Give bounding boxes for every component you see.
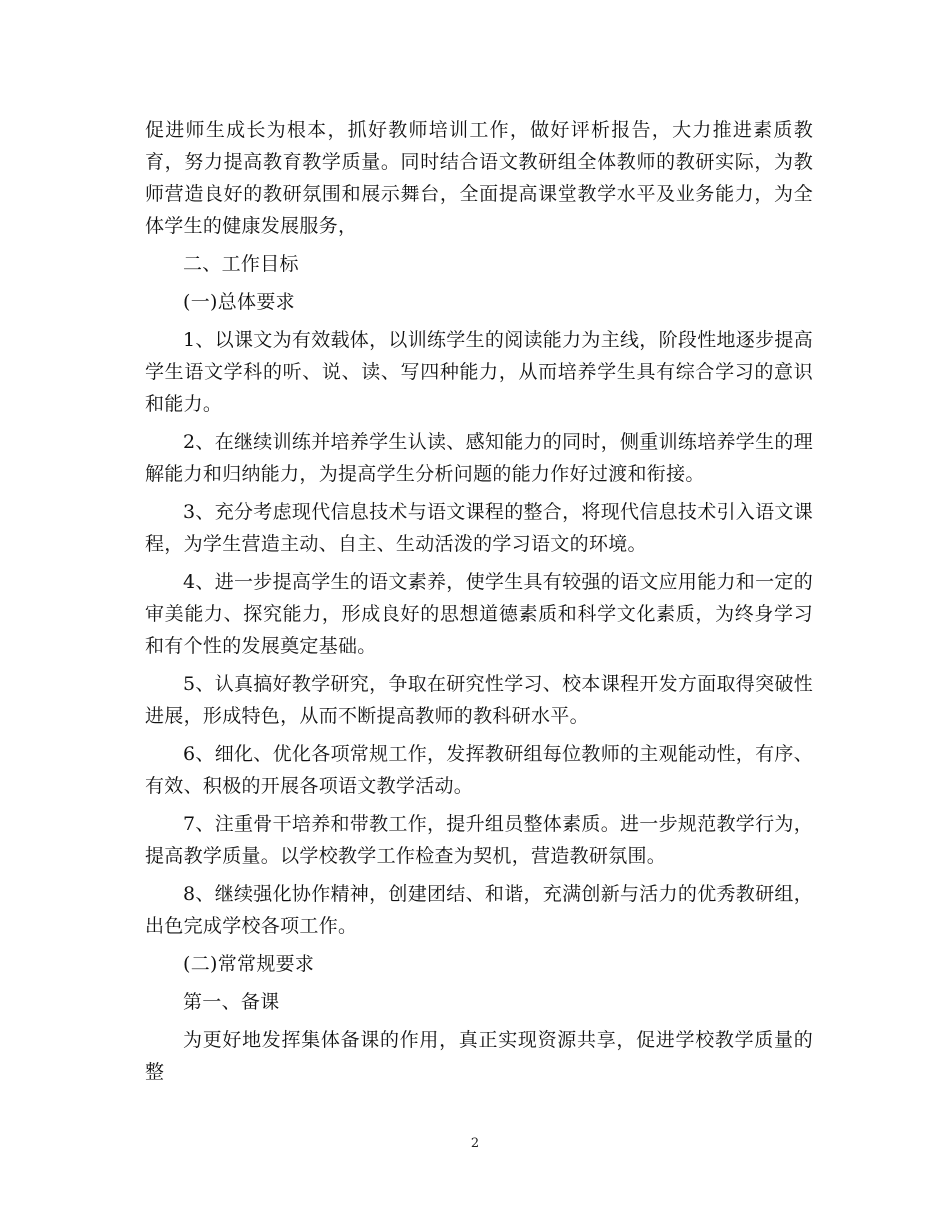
section-heading-work-goals: 二、工作目标 — [183, 253, 299, 275]
page-number: 2 — [470, 1136, 480, 1151]
list-item-goal-4: 4、进一步提高学生的语文素养，使学生具有较强的语文应用能力和一定的审美能力、探究能力，形成良好的思想道德素质和科学文化素质，为终身学习和有个性的发展奠定基础。 — [145, 571, 813, 657]
list-item-goal-1: 1、以课文为有效载体，以训练学生的阅读能力为主线，阶段性地逐步提高学生语文学科的听、说、读、写四种能力，从而培养学生具有综合学习的意识和能力。 — [145, 329, 813, 415]
list-item-goal-7: 7、注重骨干培养和带教工作，提升组员整体素质。进一步规范教学行为，提高教学质量。以学校教学工作检查为契机，营造教研氛围。 — [145, 813, 813, 867]
list-item-goal-5: 5、认真搞好教学研究，争取在研究性学习、校本课程开发方面取得突破性进展，形成特色，从而不断提高教师的教科研水平。 — [145, 673, 813, 727]
list-item-goal-8: 8、继续强化协作精神，创建团结、和谐，充满创新与活力的优秀教研组，出色完成学校各项工作。 — [145, 883, 813, 937]
list-item-goal-2: 2、在继续训练并培养学生认读、感知能力的同时，侧重训练培养学生的理解能力和归纳能力，为提高学生分析问题的能力作好过渡和衔接。 — [145, 431, 813, 485]
subsection-heading-routine-requirements: (二)常常规要求 — [183, 953, 315, 975]
subsection-heading-general-requirements: (一)总体要求 — [183, 291, 295, 313]
list-item-goal-3: 3、充分考虑现代信息技术与语文课程的整合，将现代信息技术引入语文课程，为学生营造主动、自主、生动活泼的学习语文的环境。 — [145, 501, 813, 555]
list-item-goal-6: 6、细化、优化各项常规工作，发挥教研组每位教师的主观能动性，有序、有效、积极的开展各项语文教学活动。 — [145, 743, 813, 797]
subheading-lesson-preparation: 第一、备课 — [183, 991, 280, 1013]
document-body — [145, 114, 813, 1088]
paragraph-lesson-preparation: 为更好地发挥集体备课的作用，真正实现资源共享，促进学校教学质量的整 — [145, 1029, 813, 1083]
paragraph-intro-continuation: 促进师生成长为根本，抓好教师培训工作，做好评析报告，大力推进素质教育，努力提高教育教学质量。同时结合语文教研组全体教师的教研实际，为教师营造良好的教研氛围和展示舞台，全面提高课堂教学水平及业务能力，为全体学生的健康发展服务， — [145, 119, 813, 237]
